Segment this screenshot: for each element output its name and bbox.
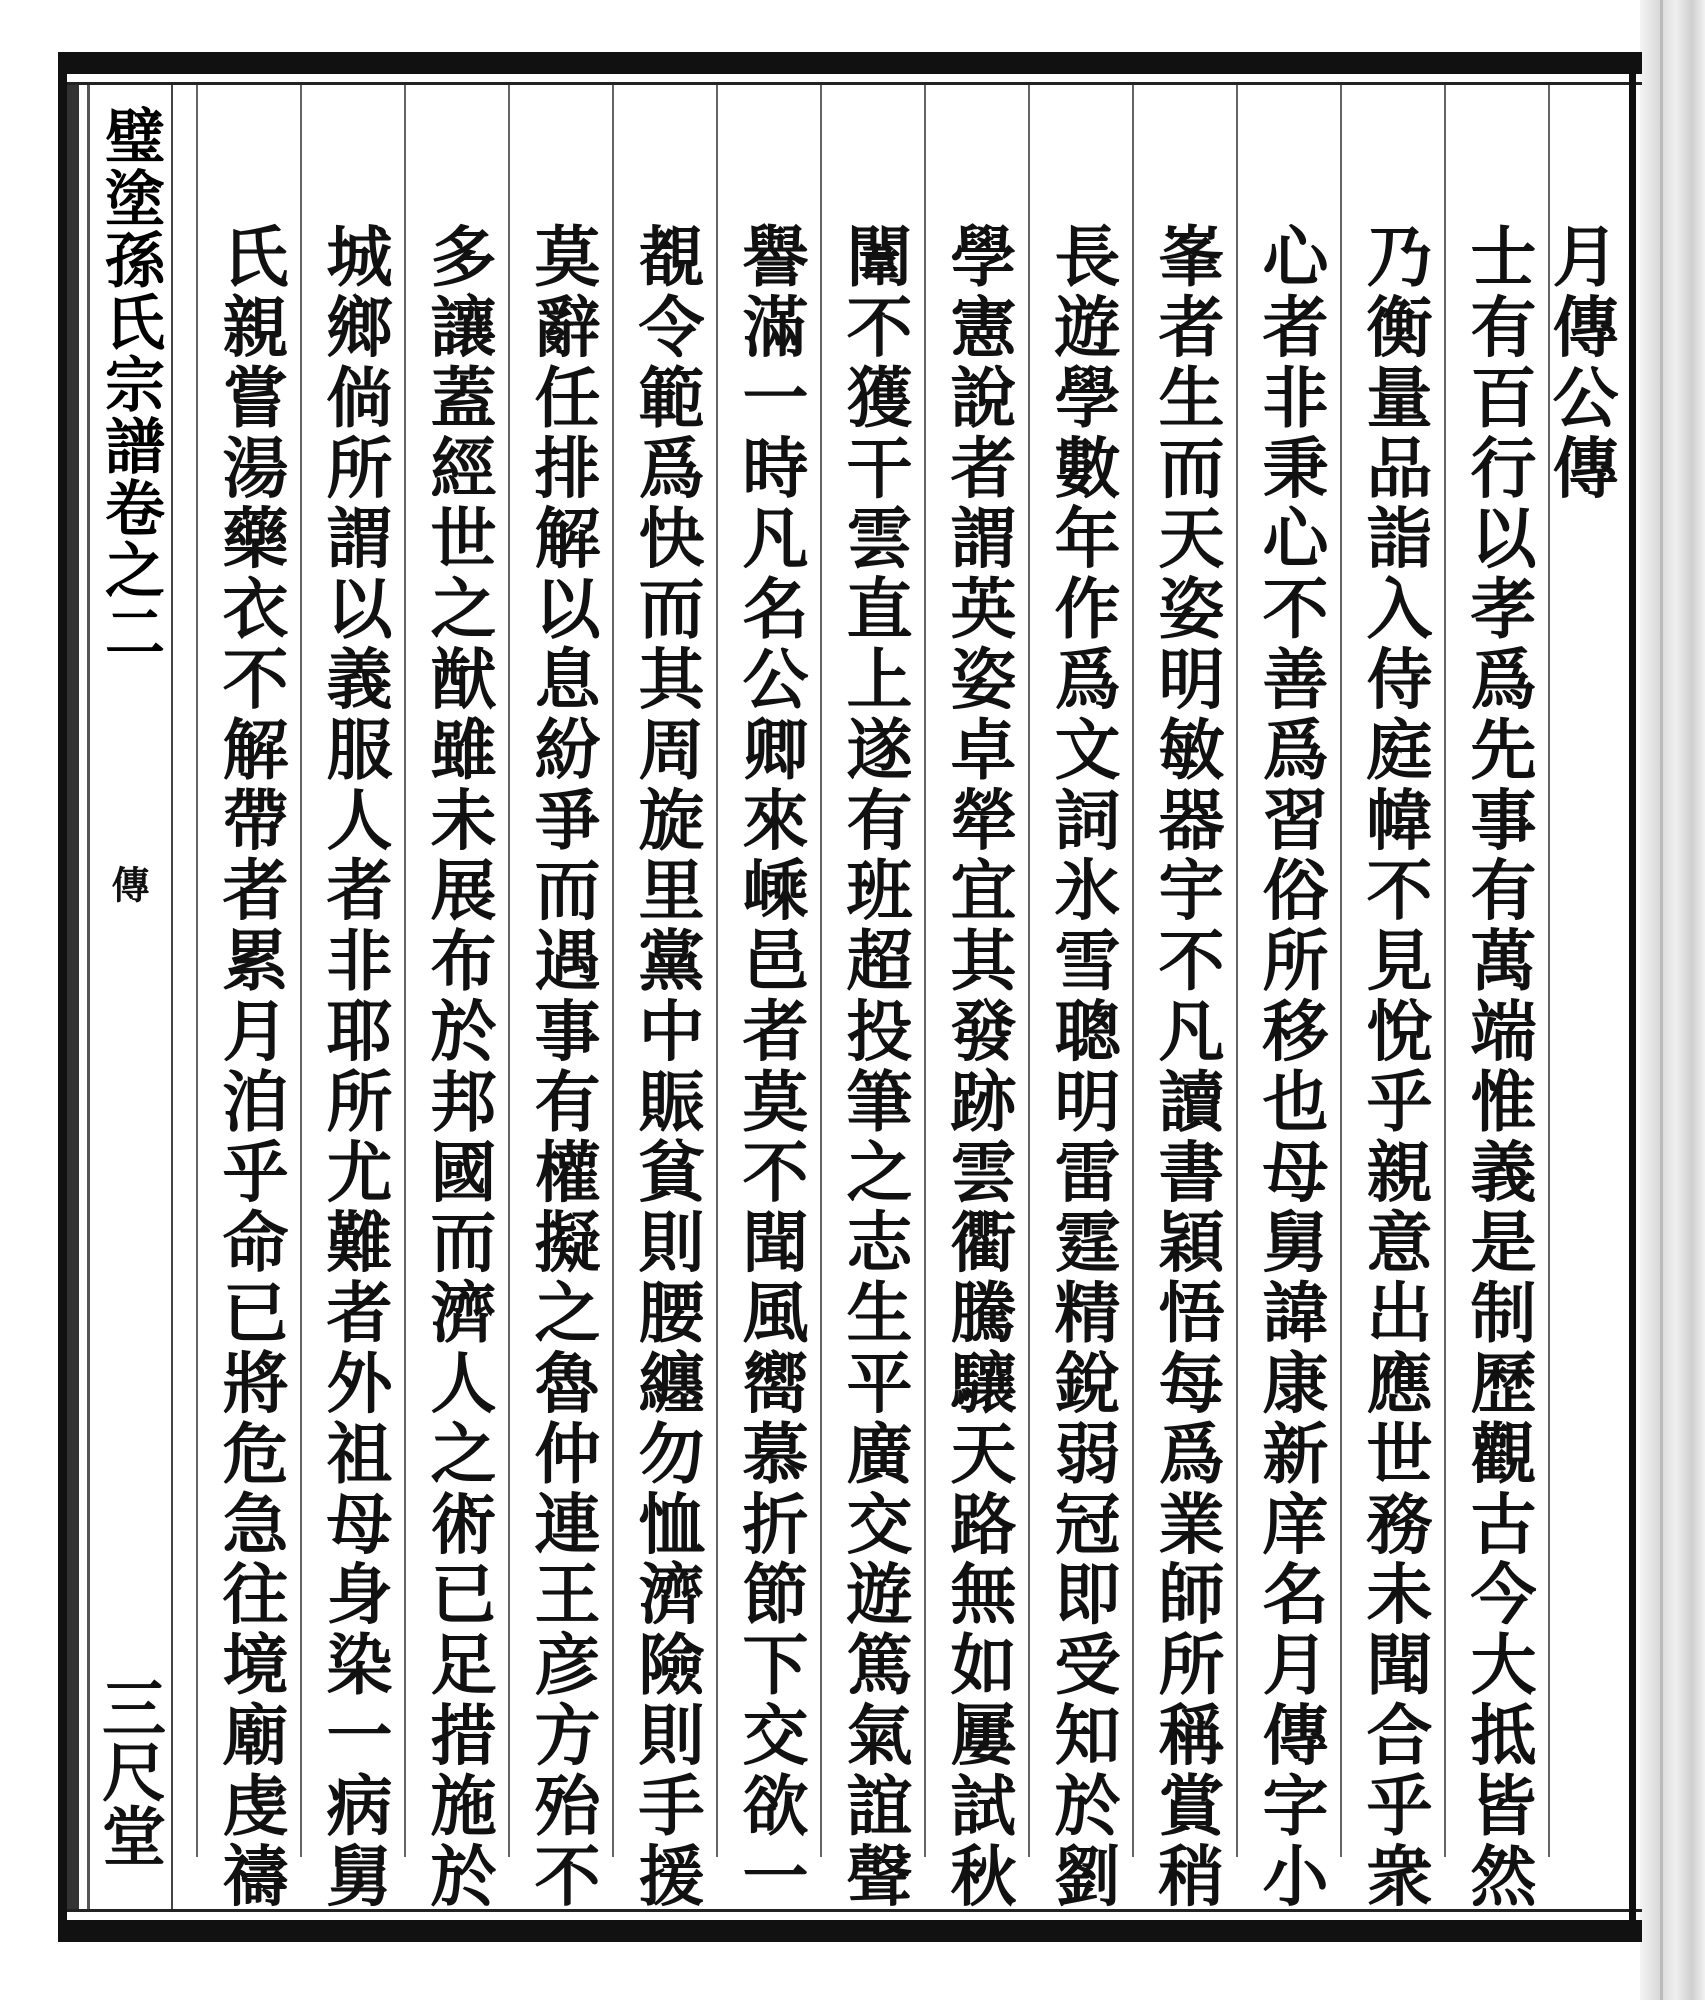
column-rule	[196, 85, 198, 1857]
column-rule	[508, 85, 510, 1857]
biography-heading: 月傳公傳	[1541, 222, 1619, 504]
text-column: 士有百行以孝爲先事有萬端惟義是制歷觀古今大抵皆然	[1459, 222, 1537, 1912]
column-rule	[820, 85, 822, 1857]
text-column: 氏親嘗湯藥衣不解帶者累月洎乎命已將危急往境廟虔禱	[211, 222, 289, 1912]
text-column: 長遊學數年作爲文詞氷雪聰明雷霆精銳弱冠即受知於劉	[1043, 222, 1121, 1912]
column-rule	[1236, 85, 1238, 1857]
hall-name: 三尺堂	[91, 1675, 166, 1867]
column-rule	[612, 85, 614, 1857]
right-border	[1629, 52, 1636, 1942]
genealogy-title: 璧塗孫氏宗譜卷之二	[95, 105, 165, 663]
top-border	[58, 52, 1642, 74]
bottom-border	[58, 1920, 1642, 1942]
column-rule	[1028, 85, 1030, 1857]
text-column: 多讓蓋經世之猷雖未展布於邦國而濟人之術已足措施於	[419, 222, 497, 1912]
margin-divider	[171, 85, 173, 1909]
text-column: 覩令範爲快而其周旋里黨中賑貧則腰纏勿恤濟險則手援	[627, 222, 705, 1912]
text-column: 峯者生而天姿明敏器宇不凡讀書穎悟每爲業師所稱賞稍	[1147, 222, 1225, 1912]
section-label: 傳	[105, 865, 150, 903]
text-column: 乃衡量品詣入侍庭幃不見悅乎親意出應世務未聞合乎衆	[1355, 222, 1433, 1912]
column-rule	[404, 85, 406, 1857]
column-rule	[1132, 85, 1134, 1857]
text-column: 譽滿一時凡名公卿來嵊邑者莫不聞風嚮慕折節下交欲一	[731, 222, 809, 1912]
text-column: 學憲說者謂英姿卓犖宜其發跡雲衢騰驤天路無如屢試秋	[939, 222, 1017, 1912]
text-column: 城鄉倘所謂以義服人者非耶所尤難者外祖母身染一病舅	[315, 222, 393, 1912]
text-column: 闈不獲干雲直上遂有班超投筆之志生平廣交遊篤氣誼聲	[835, 222, 913, 1912]
text-column: 莫辭任排解以息紛爭而遇事有權擬之魯仲連王彦方殆不	[523, 222, 601, 1912]
top-border-thin	[58, 82, 1642, 85]
text-column: 心者非秉心不善爲習俗所移也母舅諱康新庠名月傳字小	[1251, 222, 1329, 1912]
left-border	[58, 52, 67, 1942]
page-edge	[1640, 0, 1705, 2000]
column-rule	[1340, 85, 1342, 1857]
margin-strip	[67, 85, 177, 1909]
column-rule	[1444, 85, 1446, 1857]
column-rule	[924, 85, 926, 1857]
column-rule	[716, 85, 718, 1857]
column-rule	[300, 85, 302, 1857]
